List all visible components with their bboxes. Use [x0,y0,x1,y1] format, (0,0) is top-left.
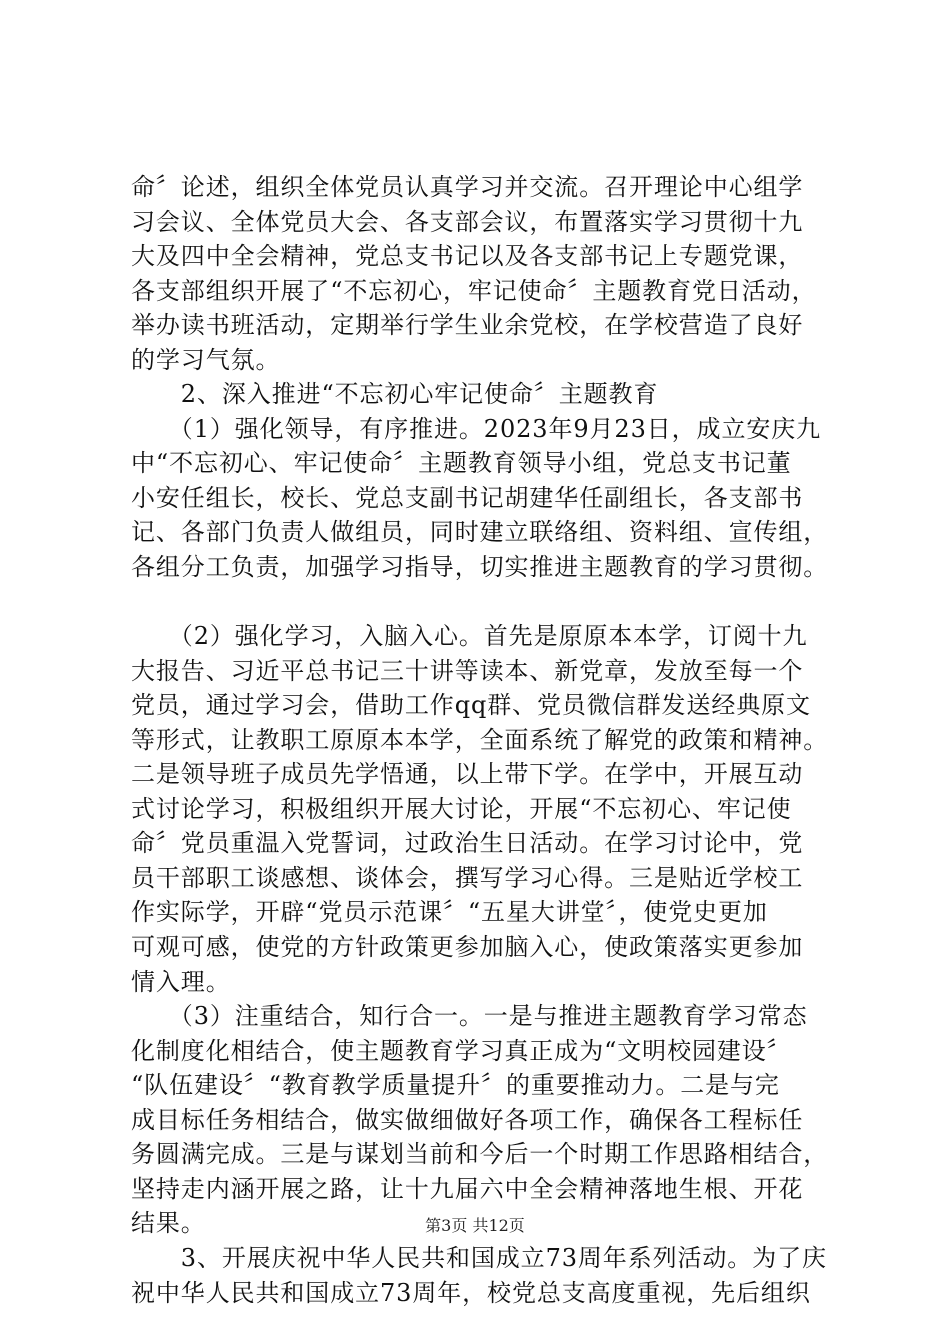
text-line: 结果。 [131,1209,206,1238]
text-line: 3、开展庆祝中华人民共和国成立73周年系列活动。为了庆 [131,1243,827,1272]
text-line: 党员，通过学习会，借助工作qq群、党员微信群发送经典原文 [131,691,811,720]
text-line: 可观可感，使党的方针政策更参加脑入心，使政策落实更参加 [131,933,804,962]
text-line: 情入理。 [131,967,231,996]
text-line: 中“不忘初心、牢记使命〞主题教育领导小组，党总支书记董 [131,449,792,478]
text-line: 坚持走内涵开展之路，让十九届六中全会精神落地生根、开花 [131,1174,804,1203]
text-line: 各支部组织开展了“不忘初心，牢记使命〞主题教育党日活动， [131,276,817,305]
text-line: “队伍建设〞“教育教学质量提升〞的重要推动力。二是与完 [131,1071,780,1100]
text-line: 的学习气氛。 [131,345,281,374]
text-line: 记、各部门负责人做组员，同时建立联络组、资料组、宣传组， [131,518,829,547]
text-line: （1）强化领导，有序推进。2023年9月23日，成立安庆九 [131,414,822,443]
text-line: 大报告、习近平总书记三十讲等读本、新党章，发放至每一个 [131,656,804,685]
text-line: 化制度化相结合，使主题教育学习真正成为“文明校园建设〞 [131,1036,792,1065]
text-line: （3）注重结合，知行合一。一是与推进主题教育学习常态 [131,1002,808,1031]
document-body [131,170,851,1310]
text-line: 命〞党员重温入党誓词，过政治生日活动。在学习讨论中，党 [131,829,804,858]
text-line: 命〞论述，组织全体党员认真学习并交流。召开理论中心组学 [131,173,804,201]
text-line: 成目标任务相结合，做实做细做好各项工作，确保各工程标任 [131,1105,804,1134]
text-line: 大及四中全会精神，党总支书记以及各支部书记上专题党课， [131,242,804,271]
text-line: 习会议、全体党员大会、各支部会议，布置落实学习贯彻十九 [131,207,804,236]
text-line: 举办读书班活动，定期举行学生业余党校，在学校营造了良好 [131,311,804,340]
blank-line [131,585,851,620]
text-line: 式讨论学习，积极组织开展大讨论，开展“不忘初心、牢记使 [131,794,792,823]
text-line: 等形式，让教职工原原本本学，全面系统了解党的政策和精神。 [131,725,829,754]
text-line: 务圆满完成。三是与谋划当前和今后一个时期工作思路相结合， [131,1140,829,1169]
text-line: 员干部职工谈感想、谈体会，撰写学习心得。三是贴近学校工 [131,863,804,892]
text-line: 小安任组长，校长、党总支副书记胡建华任副组长，各支部书 [131,483,804,512]
text-line: 二是领导班子成员先学悟通，以上带下学。在学中，开展互动 [131,760,804,789]
page-number-footer: 第3页 共12页 [425,1216,525,1235]
text-line: （2）强化学习，入脑入心。首先是原原本本学，订阅十九 [131,622,808,651]
section-heading: 2、深入推进“不忘初心牢记使命〞主题教育 [131,380,659,409]
text-line: 祝中华人民共和国成立73周年，校党总支高度重视，先后组织 [131,1278,811,1307]
text-line: 作实际学，开辟“党员示范课〞“五星大讲堂〞，使党史更加 [131,898,768,927]
text-line: 各组分工负责，加强学习指导，切实推进主题教育的学习贯彻。 [131,553,829,582]
